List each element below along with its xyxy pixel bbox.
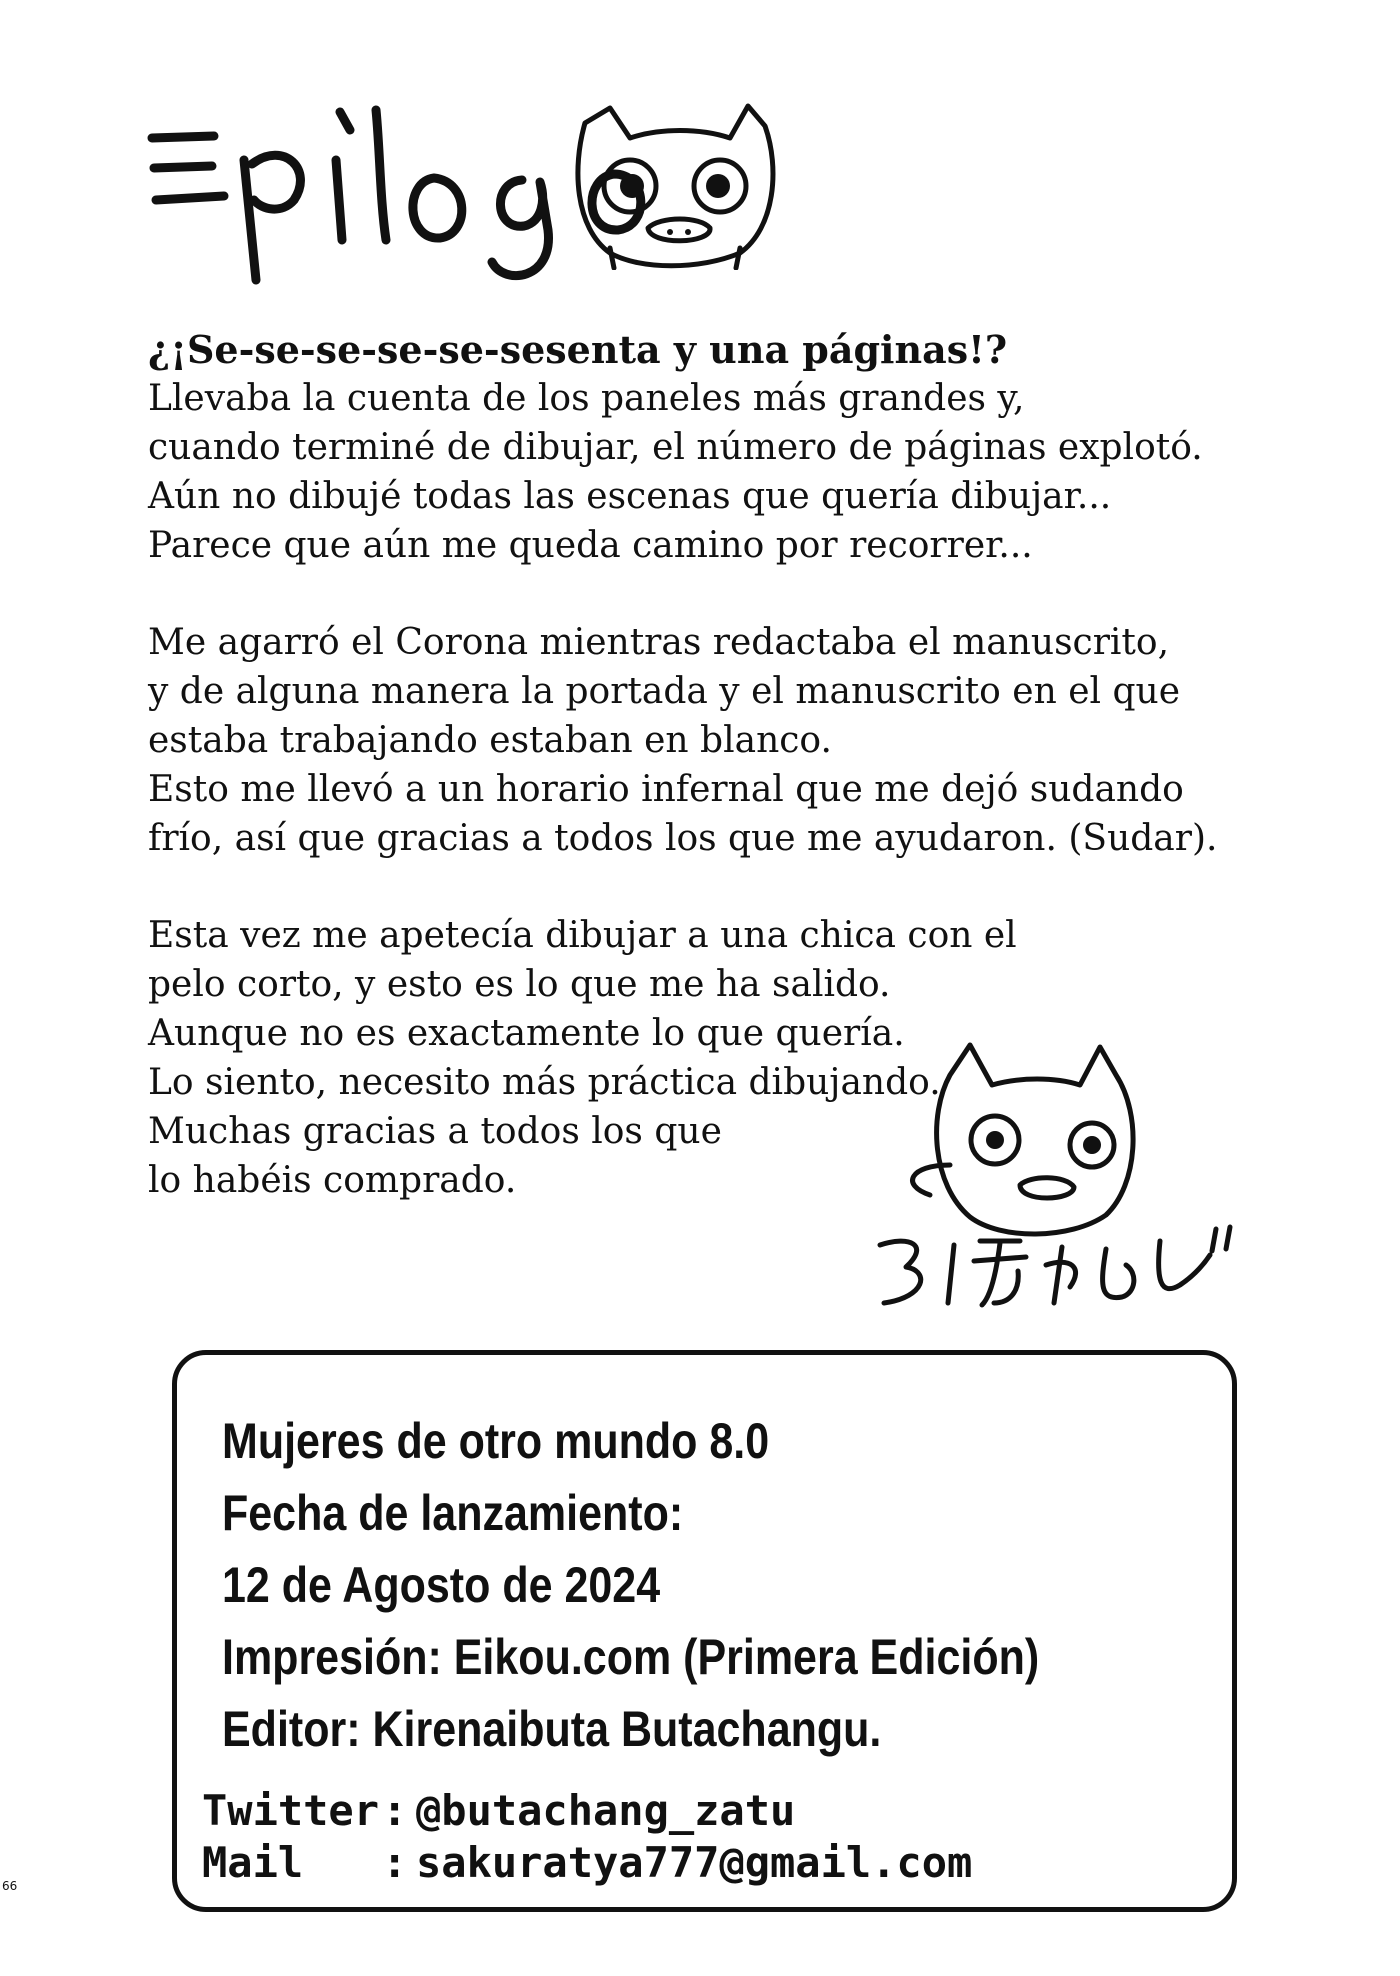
paragraph-line: y de alguna manera la portada y el manuscrito en el que — [148, 671, 1180, 712]
author-signature — [870, 1035, 1260, 1335]
paragraph-line: pelo corto, y esto es lo que me ha salido. — [148, 964, 891, 1005]
signature-pig-icon — [870, 1035, 1260, 1335]
contact-separator: : — [382, 1838, 408, 1887]
paragraph-line: Parece que aún me queda camino por recorrer... — [148, 525, 1033, 566]
paragraph-1 — [148, 325, 1203, 570]
colophon-line: 12 de Agosto de 2024 — [222, 1557, 661, 1613]
paragraph-line: Esto me llevó a un horario infernal que me dejó sudando — [148, 769, 1184, 810]
paragraph-line: ¿¡Se-se-se-se-se-sesenta y una páginas!? — [148, 327, 1008, 372]
contact-twitter — [202, 1785, 972, 1837]
page-number: 66 — [2, 1879, 18, 1893]
colophon-box — [172, 1350, 1237, 1912]
paragraph-line: Aunque no es exactamente lo que quería. — [148, 1013, 905, 1054]
email-address: sakuratya777@gmail.com — [416, 1838, 973, 1887]
colophon-details — [222, 1405, 1172, 1765]
paragraph-2 — [148, 618, 1218, 863]
paragraph-line: Aún no dibujé todas las escenas que quería dibujar... — [148, 476, 1112, 517]
colophon-line: Mujeres de otro mundo 8.0 — [222, 1413, 770, 1469]
colophon-line: Editor: Kirenaibuta Butachangu. — [222, 1701, 882, 1757]
contact-info — [202, 1785, 972, 1889]
paragraph-line: Muchas gracias a todos los que — [148, 1111, 722, 1152]
paragraph-line: Esta vez me apetecía dibujar a una chica con el — [148, 915, 1017, 956]
pig-doodle-icon — [570, 98, 780, 270]
signature-handwriting — [880, 1227, 1230, 1305]
paragraph-line: lo habéis comprado. — [148, 1160, 517, 1201]
paragraph-line: Lo siento, necesito más práctica dibujando. — [148, 1062, 941, 1103]
contact-label: Twitter — [202, 1786, 380, 1835]
contact-mail — [202, 1837, 972, 1889]
paragraph-line: estaba trabajando estaban en blanco. — [148, 720, 832, 761]
paragraph-line: Me agarró el Corona mientras redactaba el manuscrito, — [148, 622, 1170, 663]
twitter-handle: @butachang_zatu — [416, 1786, 796, 1835]
epilogue-title — [148, 112, 596, 250]
contact-label: Mail — [202, 1838, 304, 1887]
paragraph-line: frío, así que gracias a todos los que me ayudaron. (Sudar). — [148, 818, 1218, 859]
paragraph-line: Llevaba la cuenta de los paneles más grandes y, — [148, 378, 1025, 419]
paragraph-line: cuando terminé de dibujar, el número de páginas explotó. — [148, 427, 1203, 468]
colophon-line: Fecha de lanzamiento: — [222, 1485, 684, 1541]
contact-separator: : — [382, 1786, 408, 1835]
colophon-line: Impresión: Eikou.com (Primera Edición) — [222, 1629, 1040, 1685]
